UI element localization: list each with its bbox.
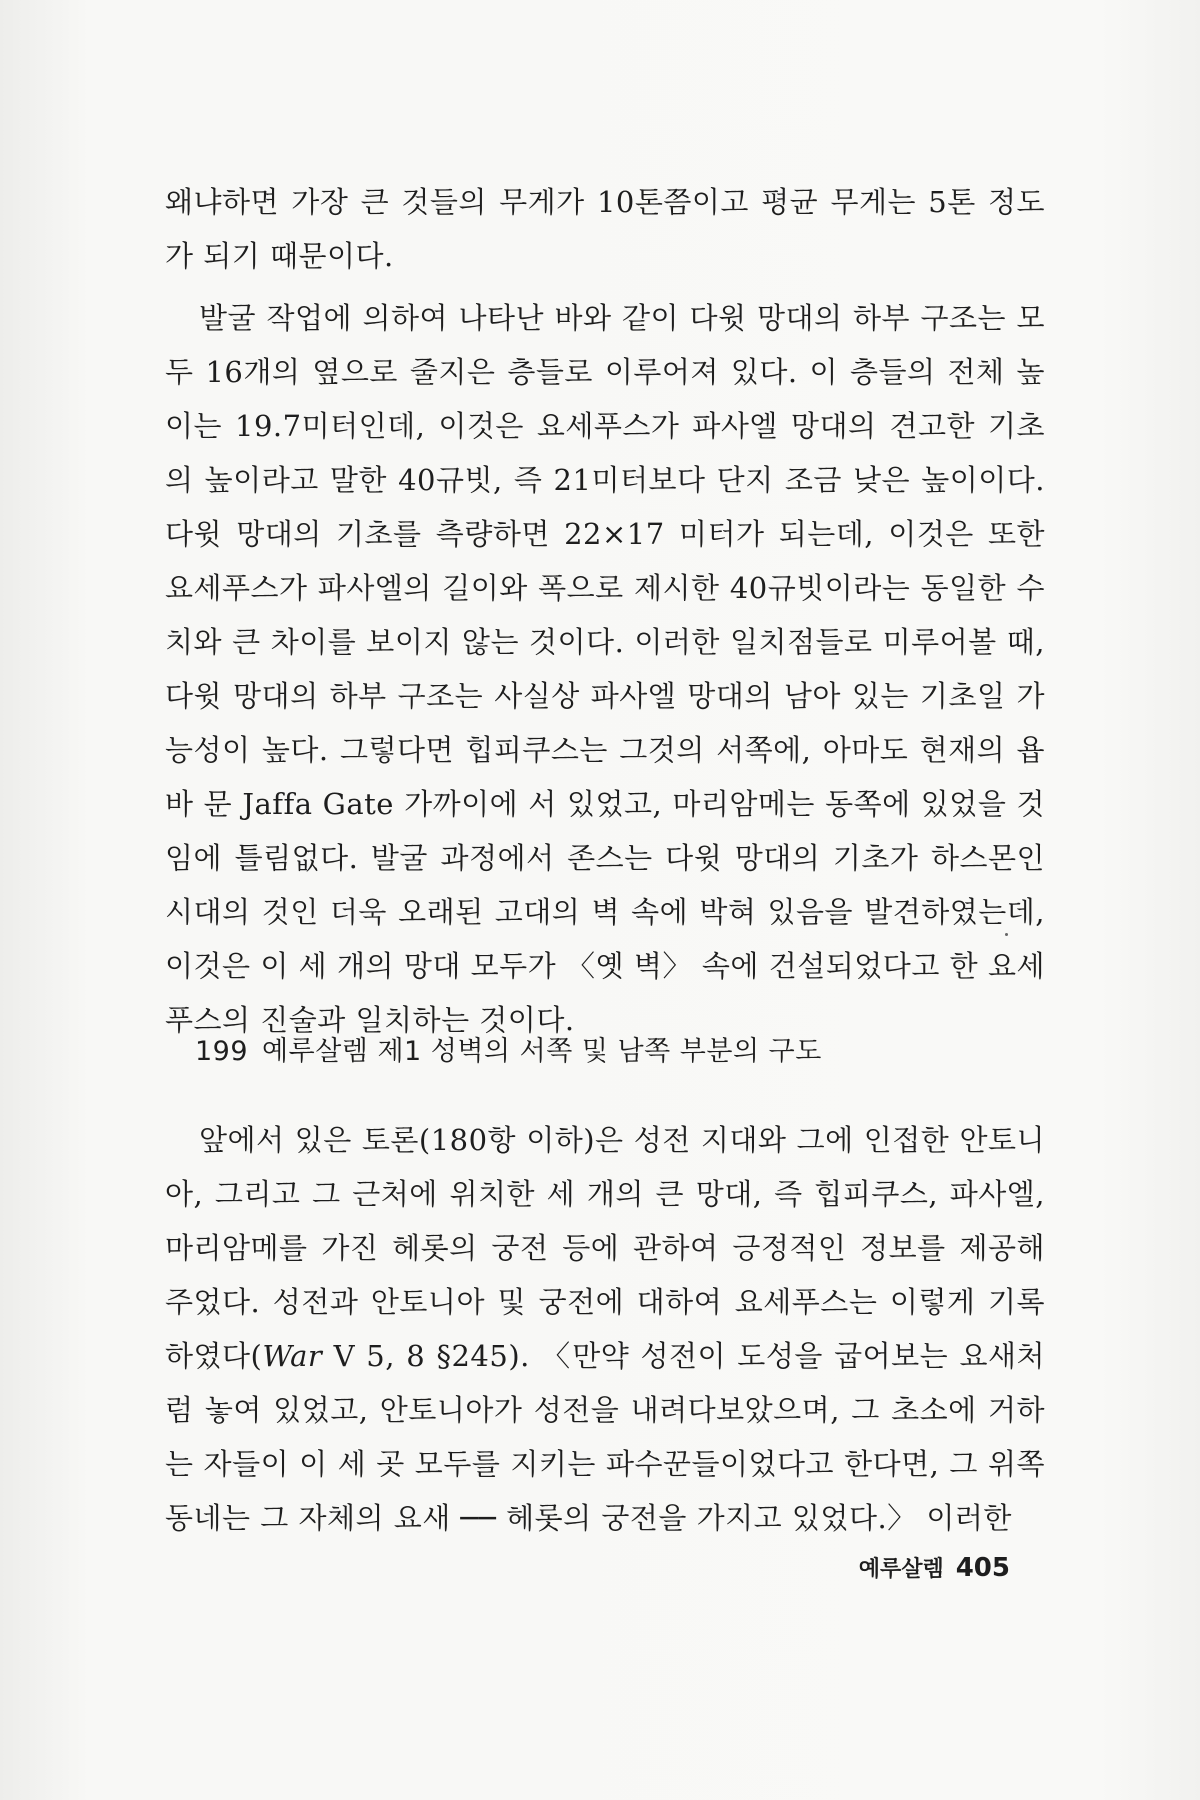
running-title: 예루살렘 <box>858 1557 944 1582</box>
paragraph: 발굴 작업에 의하여 나타난 바와 같이 다윗 망대의 하부 구조는 모두 16개의 옆으로 줄지은 층들로 이루어져 있다. 이 층들의 전체 높이는 19.7미터인데, 이것은 요세푸스가 파사엘 망대의 견고한 기초의 높이라고 말한 40규빗, 즉 21미터보다 단지 조금 낮은 높이이다. 다윗 망대의 기초를 측량하면 22×17 미터가 되는데, 이것은 또한 요세푸스가 파사엘의 길이와 폭으로 제시한 40규빗이라는 동일한 수치와 큰 차이를 보이지 않는 것이다. 이러한 일치점들로 미루어볼 때, 다윗 망대의 하부 구조는 사실상 파사엘 망대의 남아 있는 기초일 가능성이 높다. 그렇다면 힙피쿠스는 그것의 서쪽에, 아마도 현재의 욥바 문 Jaffa Gate 가까이에 서 있었고, 마리암메는 동쪽에 있었을 것임에 틀림없다. 발굴 과정에서 존스는 다윗 망대의 기초가 하스몬인 시대의 것인 더욱 오래된 고대의 벽 속에 박혀 있음을 발견하였는데, 이것은 이 세 개의 망대 모두가 〈옛 벽〉 속에 건설되었다고 한 요세푸스의 진술과 일치하는 것이다. <box>165 301 1045 1037</box>
section2-text <box>165 1113 1045 1545</box>
section-number: 199 <box>195 1036 249 1067</box>
paragraph <box>165 1113 1045 1545</box>
section-title: 예루살렘 제1 성벽의 서쪽 및 남쪽 부분의 구도 <box>262 1036 822 1067</box>
paragraph-text: V 5, 8 §245). 〈만약 성전이 도성을 굽어보는 요새처럼 놓여 있었고, 안토니아가 성전을 내려다보았으며, 그 초소에 거하는 자들이 이 세 곳 모두를 지키는 파수꾼들이었다고 한다면, 그 위쪽 동네는 그 자체의 요새 ── 헤롯의 궁전을 가지고 있었다.〉 이러한 <box>165 1339 1045 1535</box>
section1-text <box>165 175 1045 1047</box>
page-footer <box>859 1552 1010 1583</box>
page-number: 405 <box>955 1553 1010 1583</box>
paragraph-text: 앞에서 있은 토론(180항 이하)은 성전 지대와 그에 인접한 안토니아, 그리고 그 근처에 위치한 세 개의 큰 망대, 즉 힙피쿠스, 파사엘, 마리암메를 가진 헤롯의 궁전 등에 관하여 긍정적인 정보를 제공해 주었다. 성전과 안토니아 및 궁전에 대하여 요세푸스는 이렇게 기록하였다( <box>165 1123 1045 1373</box>
scan-speck <box>1005 933 1008 936</box>
paragraph: 왜냐하면 가장 큰 것들의 무게가 10톤쯤이고 평균 무게는 5톤 정도가 되기 때문이다. <box>165 185 1045 273</box>
citation-work-title: War <box>262 1339 323 1373</box>
section-heading <box>195 1032 995 1072</box>
